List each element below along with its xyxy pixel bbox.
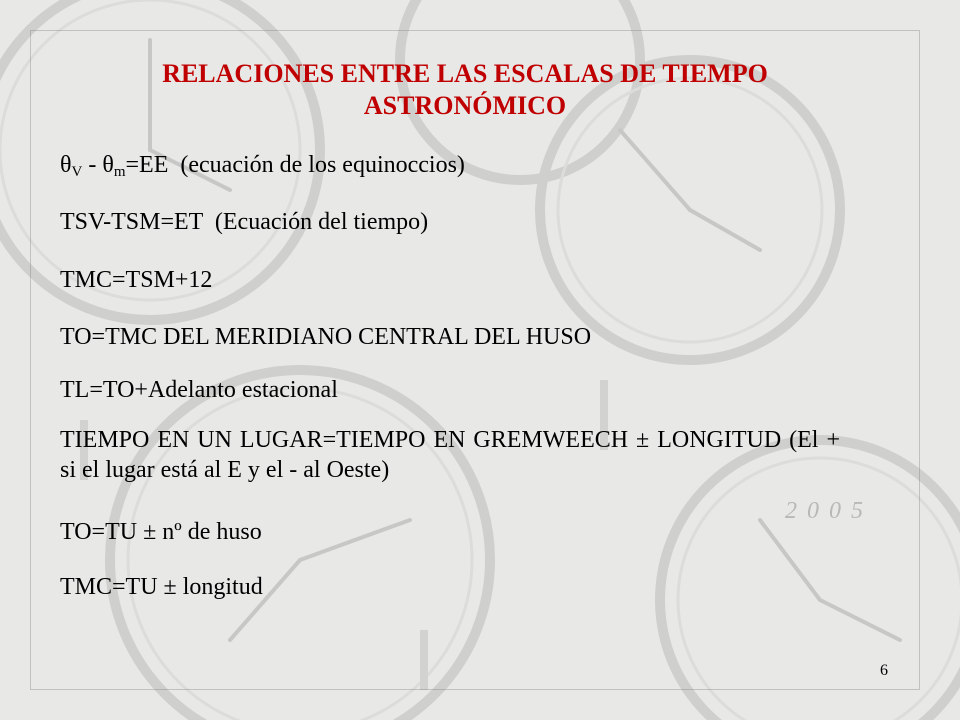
tl-line: TL=TO+Adelanto estacional	[60, 377, 338, 403]
theta-v-subscript: V	[71, 164, 83, 180]
to-tu-line: TO=TU ± nº de huso	[60, 519, 262, 545]
background-year-watermark: 2005	[785, 498, 873, 524]
theta-m-subscript: m	[113, 164, 126, 180]
theta-m-symbol: θ	[102, 152, 114, 178]
tmc-tu-line: TMC=TU ± longitud	[60, 574, 263, 600]
equinox-equation-line	[60, 150, 840, 180]
tmc-line: TMC=TSM+12	[60, 267, 213, 293]
page-number: 6	[880, 662, 888, 679]
equinox-equation-rest: =EE (ecuación de los equinoccios)	[125, 152, 465, 178]
to-meridian-line: TO=TMC DEL MERIDIANO CENTRAL DEL HUSO	[60, 324, 592, 350]
theta-v-symbol: θ	[60, 152, 72, 178]
local-time-line: TIEMPO EN UN LUGAR=TIEMPO EN GREMWEECH ± LONGITUD (El + si el lugar está al E y el - al Oeste)	[60, 427, 840, 483]
minus-sign: -	[82, 152, 103, 178]
equation-of-time-line: TSV-TSM=ET (Ecuación del tiempo)	[60, 209, 429, 235]
slide-title: RELACIONES ENTRE LAS ESCALAS DE TIEMPO ASTRONÓMICO	[162, 59, 768, 120]
